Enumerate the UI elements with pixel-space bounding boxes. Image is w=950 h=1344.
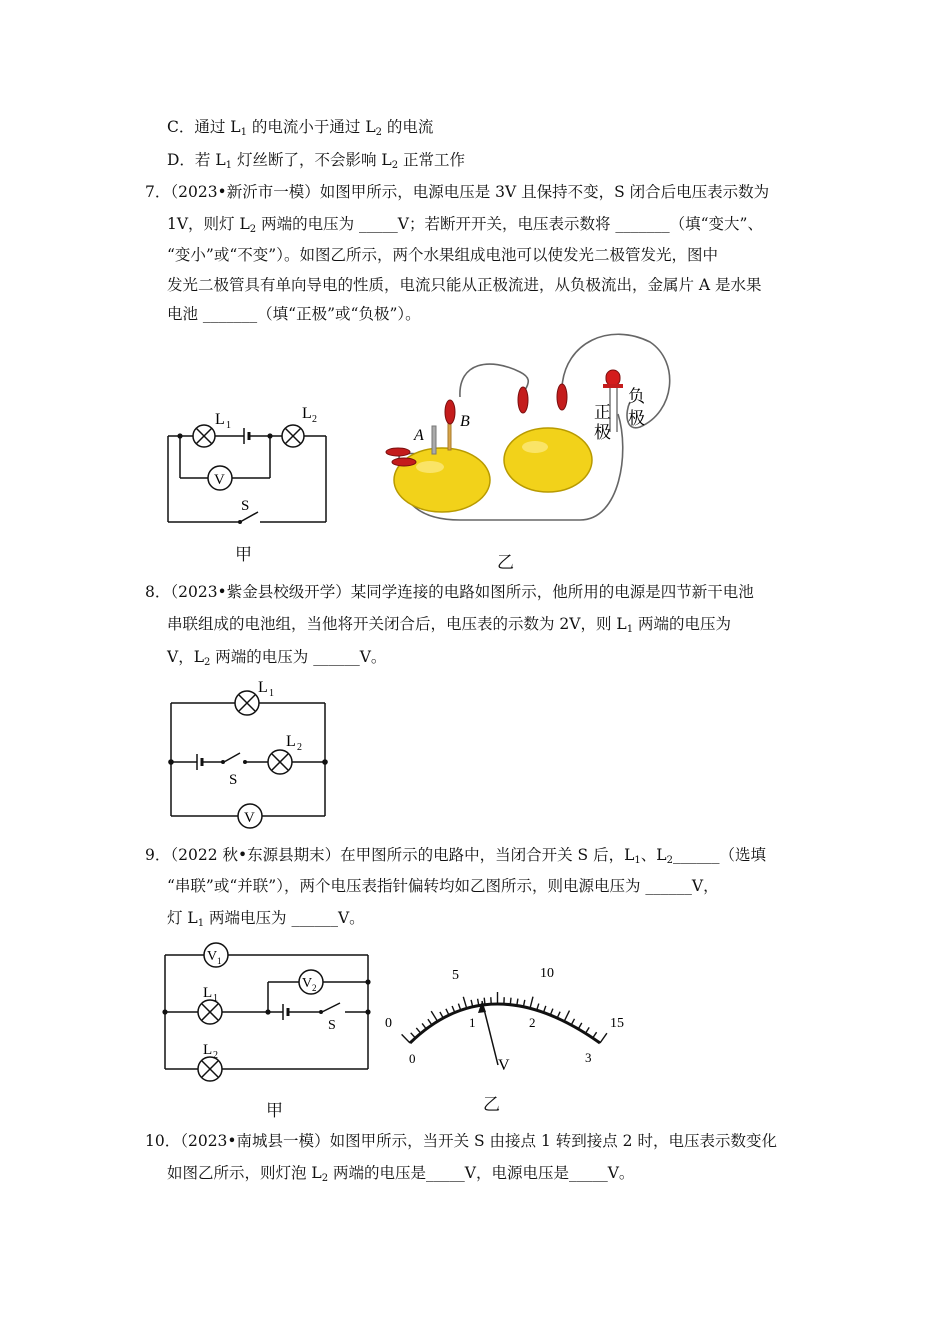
svg-text:2: 2	[529, 1015, 536, 1030]
svg-text:0: 0	[409, 1051, 416, 1066]
svg-text:L: L	[203, 985, 213, 1001]
q9-line-2: “串联”或“并联”），两个电压表指针偏转均如乙图所示，则电源电压为 ______V，	[167, 877, 719, 895]
svg-text:L: L	[215, 411, 225, 428]
q8-line-3: V，$L_2$ 两端的电压为 ______V。	[167, 648, 387, 668]
svg-text:15: 15	[610, 1016, 624, 1031]
meter-tick	[530, 997, 533, 1009]
q9-line-1: 9．（2022 秋•东源县期末）在甲图所示的电路中，当闭合开关 S 后，$L_1$、$L_2\_\_\_\_\_\_$（选填	[145, 846, 766, 866]
q7-fruit-battery-diagram	[380, 332, 680, 532]
svg-text:5: 5	[452, 968, 459, 983]
svg-text:V: V	[498, 1057, 510, 1074]
lemon-left	[394, 448, 490, 512]
svg-text:S: S	[241, 498, 250, 514]
svg-text:10: 10	[540, 966, 554, 981]
svg-text:2: 2	[213, 1050, 218, 1061]
meter-tick	[600, 1033, 607, 1043]
q9-line-3: 灯 $L_1$ 两端电压为 ______V。	[167, 909, 365, 929]
svg-text:1: 1	[469, 1015, 476, 1030]
meter-tick	[431, 1011, 437, 1021]
q6-option-d: D．若 $L_1$ 灯丝断了，不会影响 $L_2$ 正常工作	[167, 151, 465, 171]
q7-line-3: “变小”或“不变”）。如图乙所示，两个水果组成电池可以使发光二极管发光，图中	[167, 246, 718, 264]
q10-line-1: 10．（2023•南城县一模）如图甲所示，当开关 S 由接点 1 转到接点 2 时，电压表示数变化	[145, 1132, 777, 1150]
svg-text:2: 2	[312, 414, 317, 425]
svg-text:L: L	[203, 1042, 213, 1058]
svg-text:极: 极	[628, 409, 645, 428]
svg-text:0: 0	[385, 1016, 392, 1031]
svg-text:V: V	[207, 949, 218, 964]
q7-line-4: 发光二极管具有单向导电的性质，电流只能从正极流进，从负极流出，金属片 A 是水果	[167, 276, 762, 294]
q10-line-2: 如图乙所示，则灯泡 $L_2$ 两端的电压是_____V，电源电压是_____V。	[167, 1164, 635, 1184]
q7-line-5: 电池 _______（填“正极”或“负极”）。	[167, 305, 421, 323]
svg-text:2: 2	[297, 742, 302, 753]
meter-tick	[402, 1034, 410, 1043]
q8-circuit-diagram	[160, 676, 340, 834]
svg-text:L: L	[258, 679, 268, 696]
q7-circuit-diagram-a	[160, 398, 340, 528]
q7-line-1: 7．（2023•新沂市一模）如图甲所示，电源电压是 3V 且保持不变，S 闭合后电压表示数为	[145, 183, 770, 201]
q9-fig-b-caption: 乙	[483, 1095, 500, 1115]
svg-text:1: 1	[269, 688, 274, 699]
svg-text:V: V	[244, 810, 255, 826]
svg-text:L: L	[286, 733, 296, 750]
svg-text:L: L	[302, 405, 312, 422]
meter-tick	[564, 1011, 569, 1022]
svg-text:B: B	[460, 413, 470, 430]
q8-line-2: 串联组成的电池组，当他将开关闭合后，电压表的示数为 2V，则 $L_1$ 两端的电压为	[167, 615, 732, 635]
q9-circuit-diagram-a	[155, 940, 380, 1085]
svg-text:正: 正	[594, 403, 611, 422]
q9-fig-a-caption: 甲	[266, 1101, 283, 1121]
svg-text:V: V	[302, 976, 313, 991]
lemon-right	[504, 428, 592, 492]
q7-line-2: 1V，则灯 $L_2$ 两端的电压为 _____V；若断开开关，电压表示数将 _______（填“变大”、	[167, 215, 763, 235]
svg-text:S: S	[328, 1018, 336, 1033]
svg-text:2: 2	[312, 983, 317, 993]
q6-option-c: C．通过 $L_1$ 的电流小于通过 $L_2$ 的电流	[167, 118, 434, 138]
svg-text:极: 极	[594, 423, 611, 442]
svg-text:1: 1	[217, 956, 222, 966]
svg-text:负: 负	[628, 387, 645, 406]
svg-text:S: S	[229, 772, 238, 788]
meter-tick	[463, 997, 466, 1009]
q7-fig-b-caption: 乙	[497, 553, 514, 573]
q8-line-1: 8．（2023•紫金县校级开学）某同学连接的电路如图所示，他所用的电源是四节新干电池	[145, 583, 754, 601]
q7-fig-a-voltmeter-label: V	[214, 472, 225, 488]
svg-text:3: 3	[585, 1050, 592, 1065]
svg-text:1: 1	[213, 993, 218, 1004]
q7-fig-a-caption: 甲	[235, 545, 252, 565]
svg-text:A: A	[414, 427, 424, 444]
q9-voltmeter-dial	[380, 955, 635, 1080]
svg-text:1: 1	[226, 420, 231, 431]
